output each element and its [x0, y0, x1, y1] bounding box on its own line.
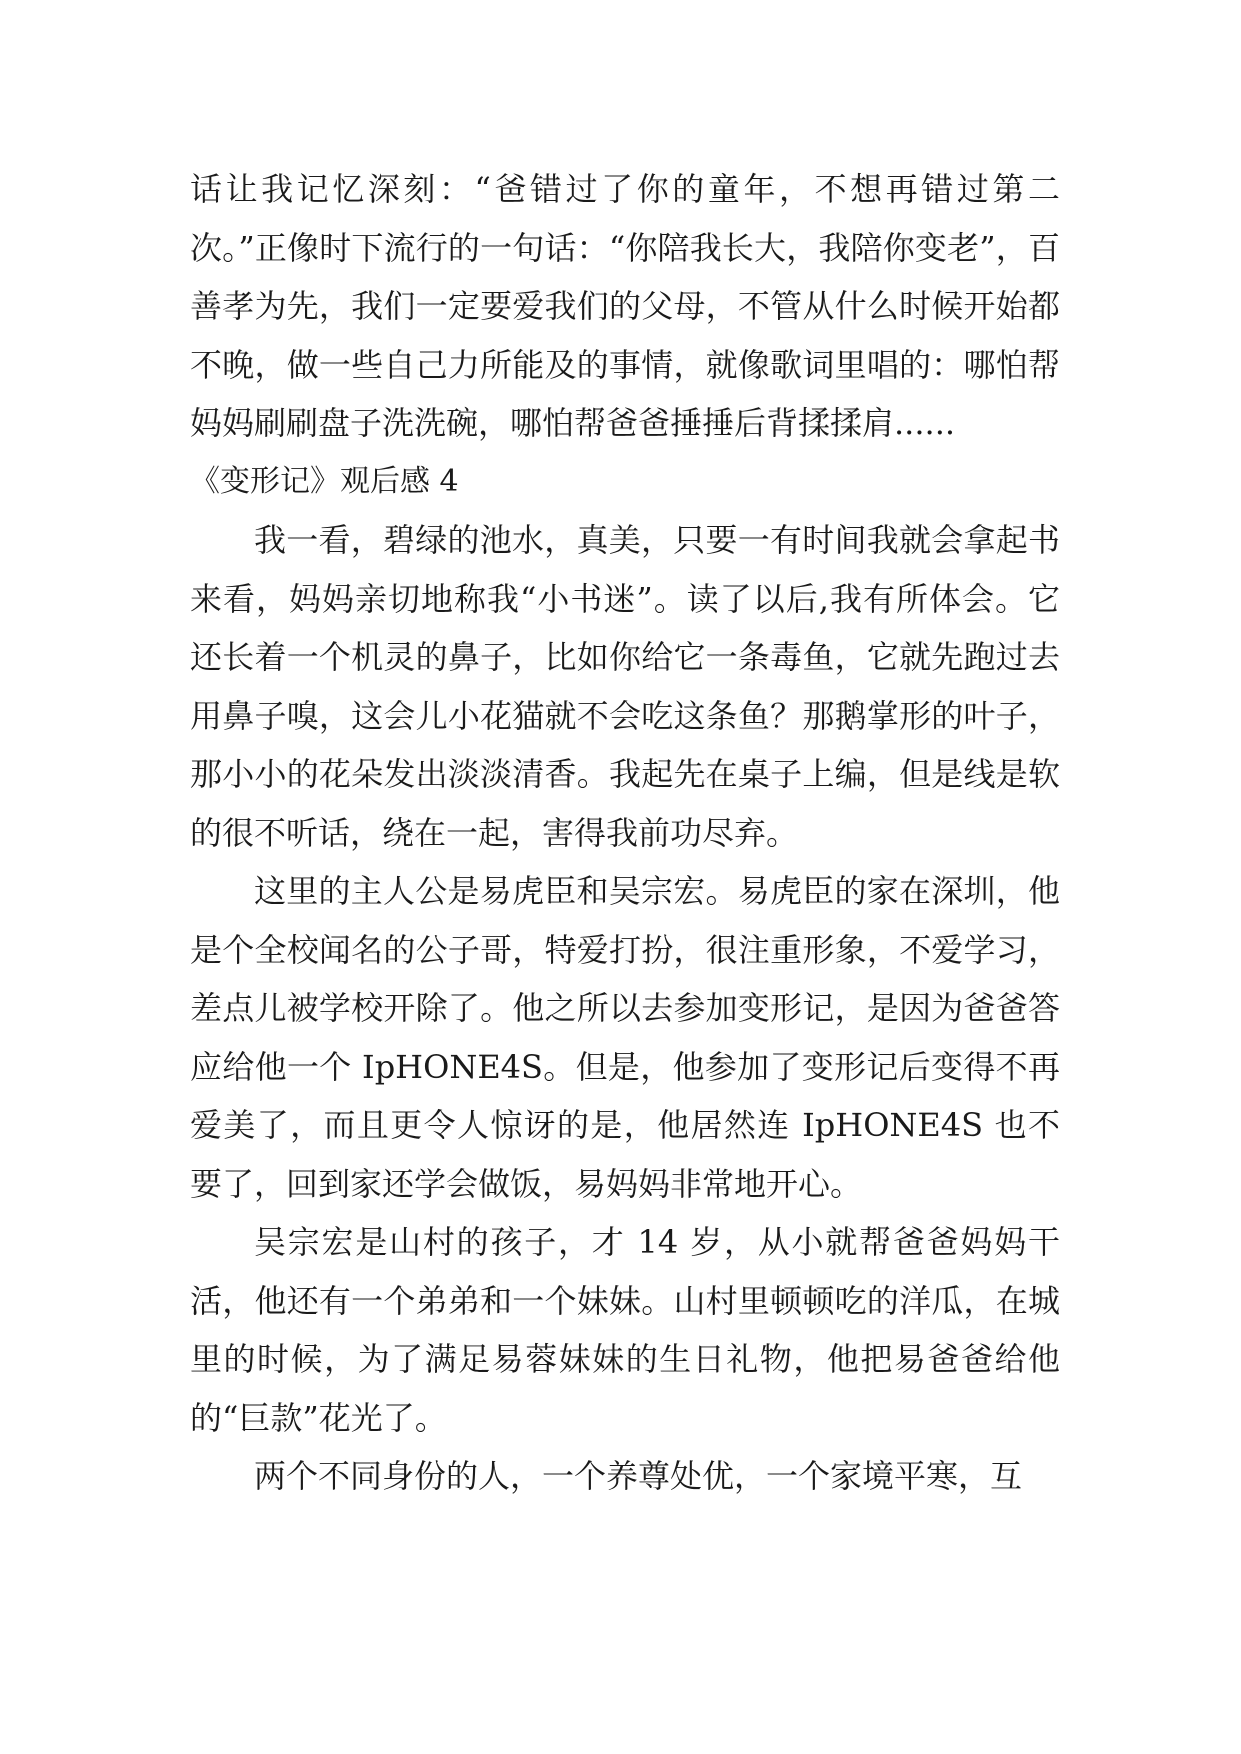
section-title: 《变形记》观后感 4 [190, 463, 459, 499]
paragraph-2: 这里的主人公是易虎臣和吴宗宏。易虎臣的家在深圳，他是个全校闻名的公子哥，特爱打扮，很注重形象，不爱学习，差点儿被学校开除了。他之所以去参加变形记，是因为爸爸答应给他一个 IpHONE4S。但是，他参加了变形记后变得不再爱美了，而且更令人惊讶的是，他居然连 IpHONE4S 也不要了，回到家还学会做饭，易妈妈非常地开心。 [190, 872, 1060, 1203]
paragraph-4: 两个不同身份的人，一个养尊处优，一个家境平寒，互 [254, 1457, 1023, 1495]
paragraph-1: 我一看，碧绿的池水，真美，只要一有时间我就会拿起书来看，妈妈亲切地称我“小书迷”。读了以后,我有所体会。它还长着一个机灵的鼻子，比如你给它一条毒鱼，它就先跑过去用鼻子嗅，这会儿小花猫就不会吃这条鱼？那鹅掌形的叶子，那小小的花朵发出淡淡清香。我起先在桌子上编，但是线是软的很不听话，绕在一起，害得我前功尽弃。 [190, 521, 1060, 852]
continued-paragraph: 话让我记忆深刻：“爸错过了你的童年，不想再错过第二次。”正像时下流行的一句话：“你陪我长大，我陪你变老”，百善孝为先，我们一定要爱我们的父母，不管从什么时候开始都不晚，做一些自己力所能及的事情，就像歌词里唱的：哪怕帮妈妈刷刷盘子洗洗碗，哪怕帮爸爸捶捶后背揉揉肩...... [190, 170, 1060, 442]
document-body [190, 160, 1060, 1506]
paragraph-3: 吴宗宏是山村的孩子，才 14 岁，从小就帮爸爸妈妈干活，他还有一个弟弟和一个妹妹。山村里顿顿吃的洋瓜，在城里的时候，为了满足易蓉妹妹的生日礼物，他把易爸爸给他的“巨款”花光了。 [190, 1223, 1060, 1437]
